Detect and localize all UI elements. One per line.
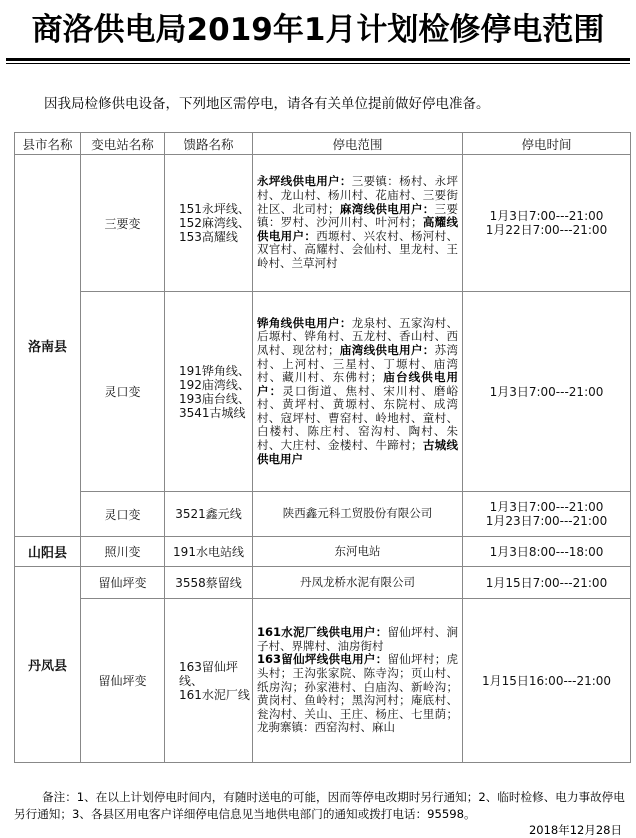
time-cell — [463, 292, 631, 492]
feeder-cell — [165, 599, 253, 763]
header-time: 停电时间 — [463, 133, 631, 155]
title-rule-thin — [6, 63, 630, 64]
table-header-row — [15, 133, 631, 155]
station-cell: 三要变 — [81, 155, 165, 292]
scope-heading: 庙台线供电用户： — [257, 370, 459, 398]
time-cell — [463, 537, 631, 567]
scope-cell — [253, 155, 463, 292]
scope-text: 苏湾村、上河村、三星村、丁塬村、庙湾村、藏川村、东佛村； — [257, 342, 458, 385]
feeder-line: 161水泥厂线 — [179, 687, 250, 702]
footnote: 备注：1、在以上计划停电时间内，有随时送电的可能，因而等停电改期时另行通知；2、临时检修、电力事故停电另行通知；3、各县区用电客户详细停电信息见当地供电部门的通知或拨打电话：95598。 — [14, 790, 625, 821]
feeder-cell — [165, 567, 253, 599]
feeder-cell — [165, 155, 253, 292]
feeder-line: 191水电站线 — [173, 544, 244, 559]
feeder-line: 163留仙坪线、 — [179, 659, 238, 688]
scope-heading: 庙湾线供电用户： — [339, 342, 435, 357]
county-cell: 山阳县 — [15, 537, 81, 567]
scope-cell: 陕西鑫元科工贸股份有限公司 — [253, 492, 463, 537]
header-county: 县市名称 — [15, 133, 81, 155]
table-row — [15, 292, 631, 492]
scope-heading: 古城线供电用户 — [257, 438, 458, 466]
county-cell: 丹凤县 — [15, 567, 81, 763]
scope-text: 留仙坪村；虎头村；王沟张家院、陈寺沟；页山村、纸房沟；孙家港村、白庙沟、新岭沟；黄岗村、鱼岭村；黑沟河村；庵底村、瓮沟村、关山、王庄、杨庄、七里荫；龙驹寨镇：西窑沟村、麻山 — [257, 652, 458, 735]
time-line: 1月22日7:00---21:00 — [485, 223, 608, 237]
scope-text: 灵口街道、焦村、宋川村、磨峪村、黄坪村、黄塬村、东院村、成湾村、寇坪村、曹窑村、岭地村、童村、白楼村、陈庄村、窑沟村、陶村、朱村、大庄村、金楼村、牛蹄村； — [257, 383, 459, 453]
station-cell: 灵口变 — [81, 292, 165, 492]
time-line: 1月15日16:00---21:00 — [481, 673, 612, 688]
station-cell: 留仙坪变 — [81, 599, 165, 763]
scope-text: 三要镇：杨村、永坪村、龙山村、杨川村、花庙村、三要街社区、北司村； — [257, 174, 458, 216]
table-row — [15, 492, 631, 537]
scope-cell: 东河电站 — [253, 537, 463, 567]
scope-heading: 163留仙坪线供电用户： — [257, 652, 388, 667]
scope-cell — [253, 292, 463, 492]
table-row — [15, 537, 631, 567]
issue-date: 2018年12月28日 — [528, 823, 622, 837]
time-line: 1月23日7:00---21:00 — [485, 514, 608, 528]
scope-text: 留仙坪村、涧子村、界牌村、油房街村 — [257, 625, 458, 653]
feeder-line: 153高耀线 — [179, 230, 238, 244]
county-cell: 洛南县 — [15, 155, 81, 537]
feeder-line: 191铧角线、 — [179, 363, 250, 378]
feeder-line: 152麻湾线、 — [179, 216, 250, 230]
header-feeder: 馈路名称 — [165, 133, 253, 155]
scope-heading: 麻湾线供电用户： — [339, 201, 435, 216]
feeder-line: 3541古城线 — [179, 405, 246, 420]
station-cell: 灵口变 — [81, 492, 165, 537]
scope-heading: 铧角线供电用户： — [257, 315, 352, 330]
table-row — [15, 599, 631, 763]
time-line: 1月3日7:00---21:00 — [489, 500, 604, 514]
feeder-line: 193庙台线、 — [179, 391, 250, 406]
time-line: 1月3日8:00---18:00 — [489, 544, 604, 559]
header-station: 变电站名称 — [81, 133, 165, 155]
feeder-line: 3521鑫元线 — [175, 507, 242, 521]
scope-heading: 高耀线供电用户： — [257, 215, 458, 243]
scope-cell: 丹凤龙桥水泥有限公司 — [253, 567, 463, 599]
page-title: 商洛供电局2019年1月计划检修停电范围 — [31, 12, 605, 48]
table-row — [15, 567, 631, 599]
time-cell — [463, 599, 631, 763]
scope-text: 龙泉村、五家沟村、后塬村、铧角村、五龙村、香山村、西凤村、现岔村； — [257, 315, 458, 357]
title-rule-thick — [6, 58, 630, 61]
station-cell: 照川变 — [81, 537, 165, 567]
feeder-line: 151永坪线、 — [179, 202, 250, 216]
time-line: 1月3日7:00---21:00 — [489, 209, 604, 223]
feeder-cell — [165, 292, 253, 492]
scope-heading: 161水泥厂线供电用户： — [257, 625, 388, 640]
scope-text: 三要镇：罗村、沙河川村、叶河村； — [257, 201, 458, 230]
scope-heading: 永坪线供电用户： — [257, 174, 352, 189]
time-line: 1月3日7:00---21:00 — [489, 384, 604, 399]
header-scope: 停电范围 — [253, 133, 463, 155]
time-cell — [463, 492, 631, 537]
feeder-cell — [165, 537, 253, 567]
time-cell — [463, 567, 631, 599]
scope-text: 西塬村、兴农村、杨河村、双官村、高耀村、会仙村、里龙村、王岭村、兰草河村 — [257, 228, 458, 270]
station-cell: 留仙坪变 — [81, 567, 165, 599]
table-row — [15, 155, 631, 292]
time-cell — [463, 155, 631, 292]
feeder-line: 192庙湾线、 — [179, 377, 250, 392]
feeder-cell — [165, 492, 253, 537]
time-line: 1月15日7:00---21:00 — [485, 575, 608, 590]
intro-text: 因我局检修供电设备，下列地区需停电，请各有关单位提前做好停电准备。 — [44, 96, 490, 112]
outage-table — [14, 132, 631, 763]
scope-cell — [253, 599, 463, 763]
feeder-line: 3558蔡留线 — [175, 575, 242, 590]
